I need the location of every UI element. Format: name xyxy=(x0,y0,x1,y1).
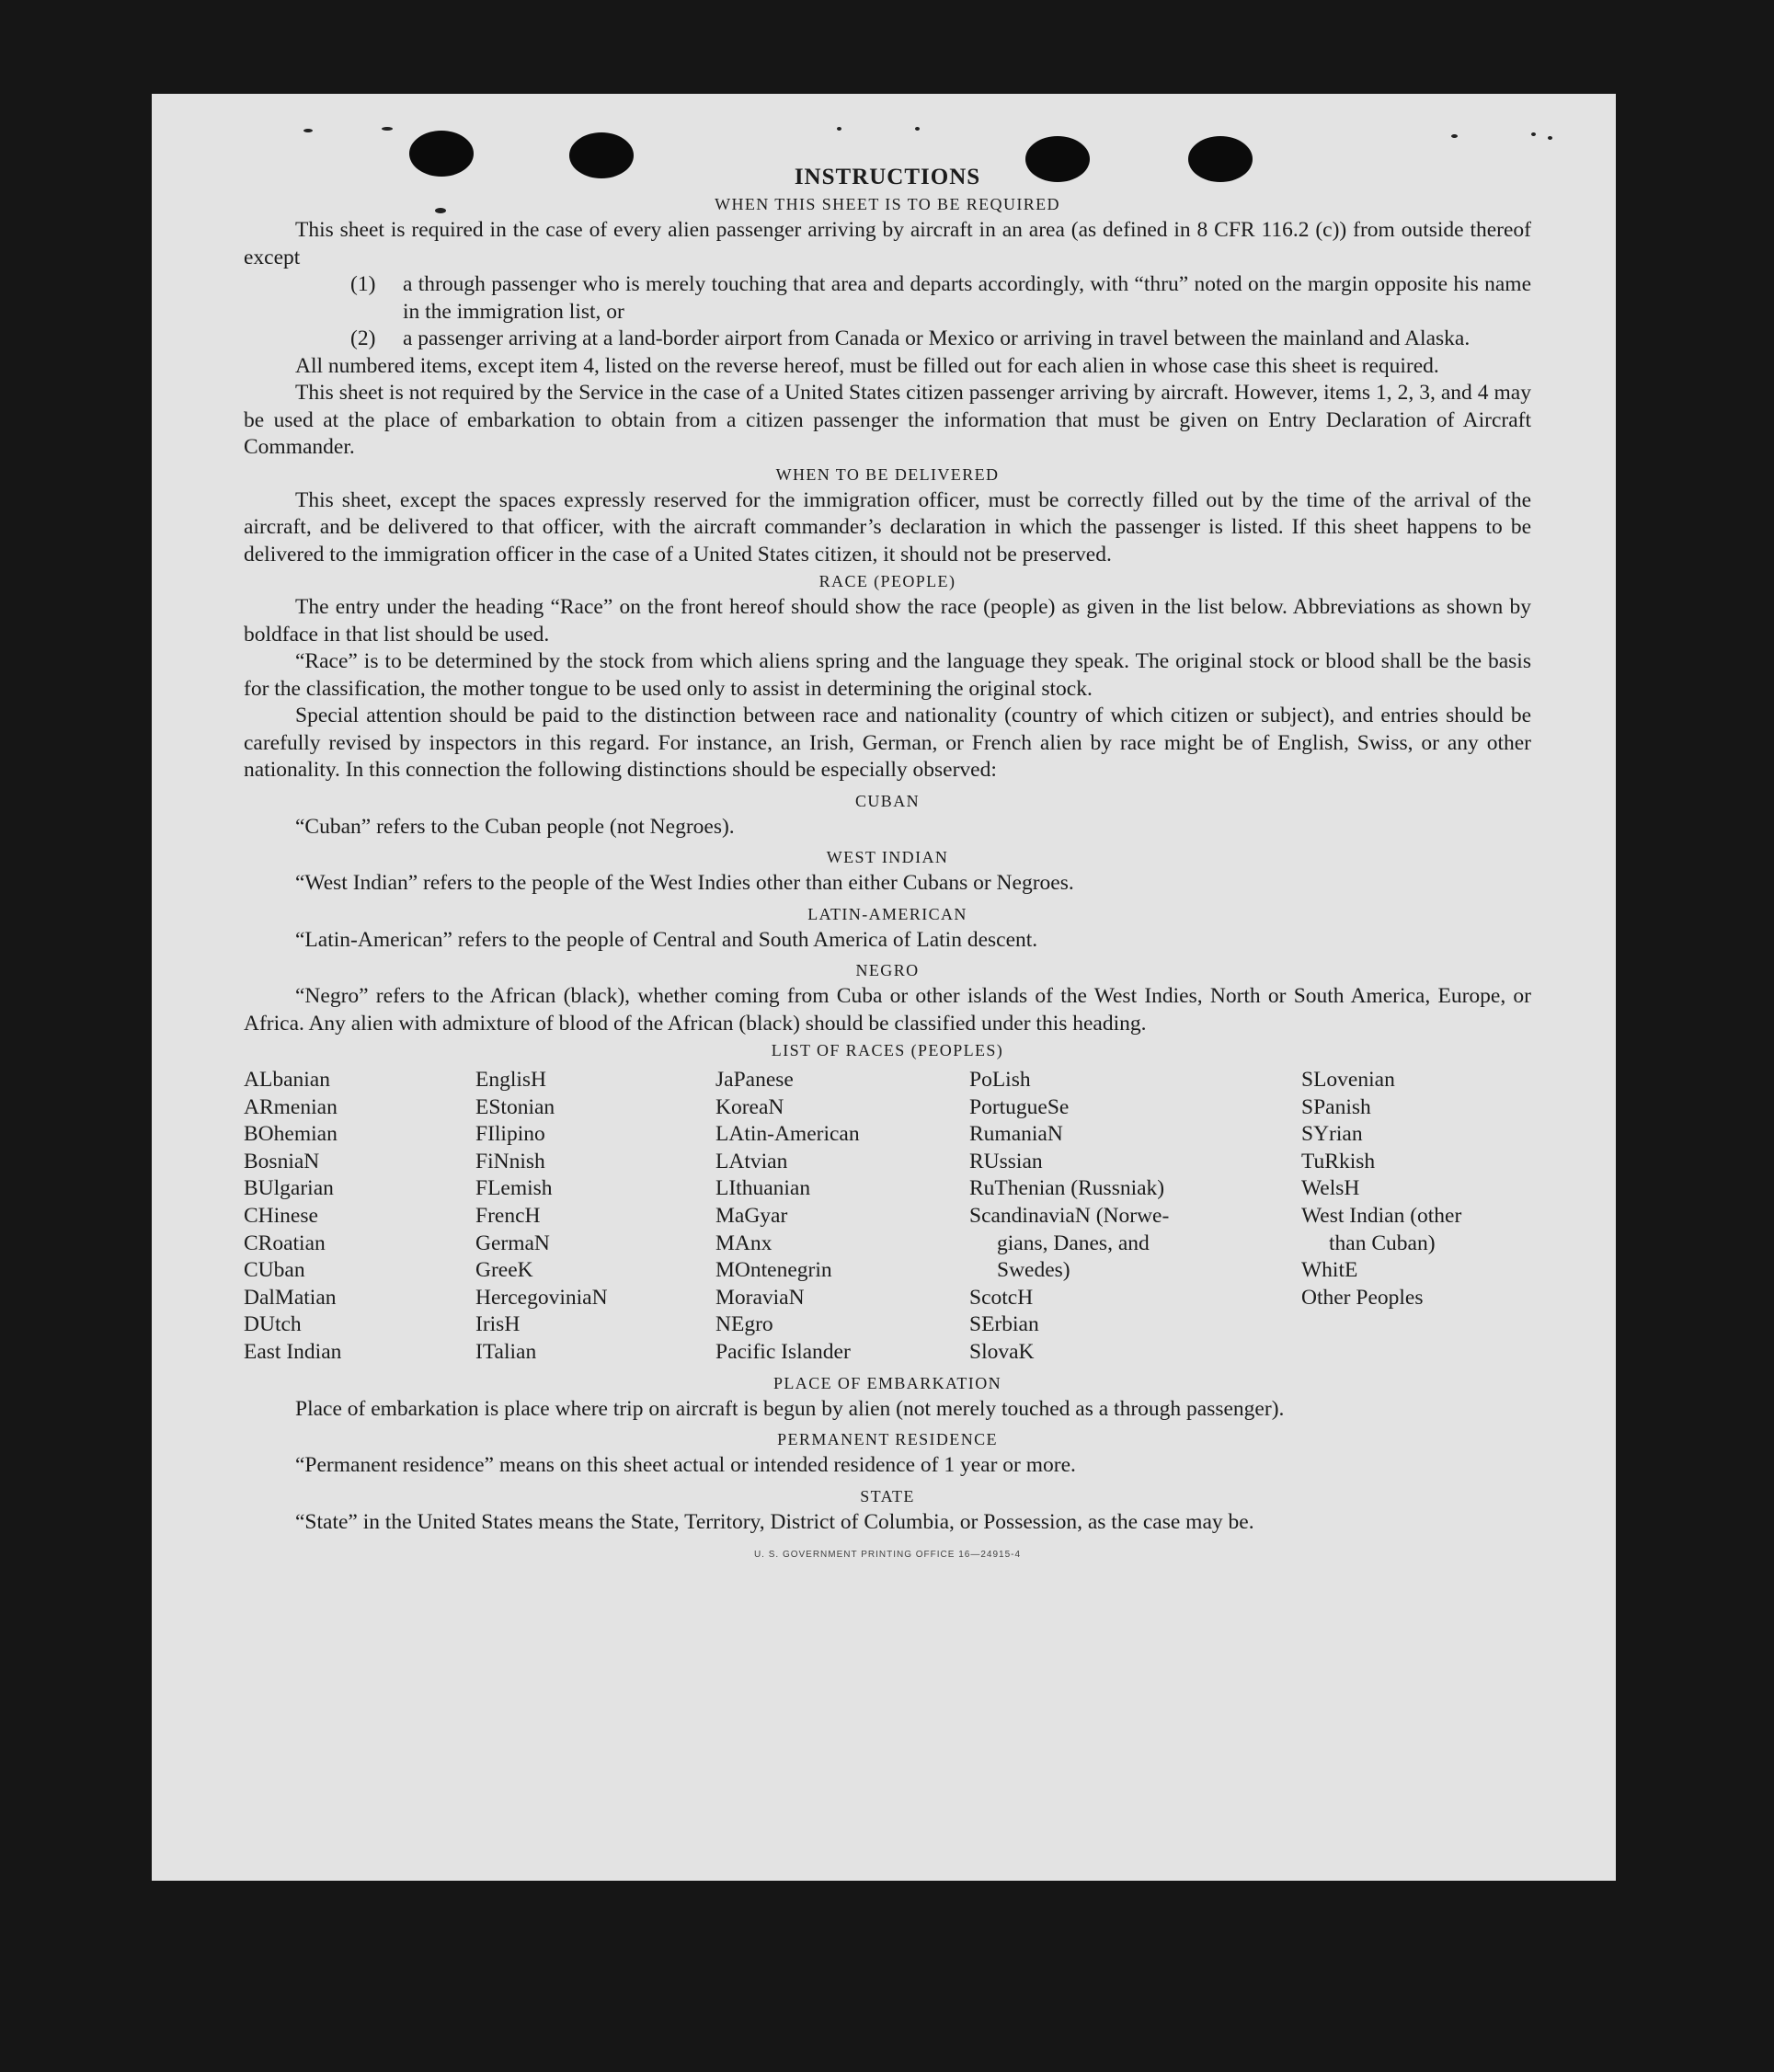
section-heading: STATE xyxy=(860,1486,915,1505)
paragraph: This sheet, except the spaces expressly reserved for the immigration officer, must be correctly filled out by the time of the arrival of the aircraft, and be delivered to that officer, with the aircraft commander’s declaration in which the passenger is listed. If this sheet happens to be delivered to the immigration officer in the case of a United States citizen, it should not be preserved. xyxy=(244,487,1531,567)
race-entry: gians, Danes, and xyxy=(997,1231,1150,1255)
section-heading: WEST INDIAN xyxy=(826,848,949,866)
paragraph: This sheet is required in the case of every alien passenger arriving by aircraft in an area (as defined in 8 CFR 116.2 (c)) from outside thereof except xyxy=(244,218,1531,269)
race-entry: LIthuanian xyxy=(715,1176,811,1201)
paragraph: “State” in the United States means the State, Territory, District of Columbia, or Possession, as the case may be. xyxy=(295,1509,1254,1534)
section-heading: LATIN-AMERICAN xyxy=(807,904,967,923)
race-entry: MaGyar xyxy=(715,1203,788,1228)
instructions-content xyxy=(244,164,1531,1569)
race-entry: EStonian xyxy=(475,1094,555,1119)
printer-imprint: U. S. GOVERNMENT PRINTING OFFICE 16—24915-4 xyxy=(753,1550,1022,1561)
race-entry: KoreaN xyxy=(715,1094,784,1119)
race-entry: CRoatian xyxy=(244,1231,326,1255)
race-entry: BOhemian xyxy=(244,1122,338,1147)
item-text: a passenger arriving at a land-border airport from Canada or Mexico or arriving in travel between the mainland and Alaska. xyxy=(403,326,1471,350)
races-column xyxy=(969,1067,1301,1367)
race-entry: LAtvian xyxy=(715,1149,788,1173)
section-heading: WHEN TO BE DELIVERED xyxy=(775,464,1000,484)
section-heading: NEGRO xyxy=(855,961,920,979)
speck xyxy=(915,127,920,131)
race-entry: ALbanian xyxy=(244,1068,330,1092)
paragraph: “West Indian” refers to the people of the West Indies other than either Cubans or Negroes. xyxy=(295,871,1074,895)
race-entry: SPanish xyxy=(1301,1094,1371,1119)
race-entry: HercegoviniaN xyxy=(475,1285,608,1310)
race-entry: GreeK xyxy=(475,1258,533,1283)
section-heading: RACE (PEOPLE) xyxy=(818,572,956,590)
paragraph: “Permanent residence” means on this sheet actual or intended residence of 1 year or more. xyxy=(295,1453,1076,1478)
paragraph: The entry under the heading “Race” on the front hereof should show the race (people) as given in the list below. Abbreviations as shown by boldface in that list should be used. xyxy=(244,595,1531,647)
race-entry: than Cuban) xyxy=(1329,1231,1436,1255)
section-heading: CUBAN xyxy=(854,791,920,810)
list-item xyxy=(244,271,1531,326)
race-entry: LAtin-American xyxy=(715,1122,860,1147)
paragraph: “Latin-American” refers to the people of Central and South America of Latin descent. xyxy=(295,927,1038,952)
paragraph: Special attention should be paid to the distinction between race and nationality (country of which citizen or subject), and entries should be carefully revised by inspectors in this regard. For instance, an Irish, German, or French alien by race might be of English, Swiss, or any other nationality. In this connection the following distinctions should be especially observed: xyxy=(244,704,1531,782)
speck xyxy=(382,127,393,131)
race-entry: FIlipino xyxy=(475,1122,545,1147)
document-sheet xyxy=(152,94,1616,1881)
races-column xyxy=(715,1067,969,1367)
races-list xyxy=(244,1067,1531,1367)
speck xyxy=(1531,132,1536,136)
race-entry: ScotcH xyxy=(969,1285,1034,1310)
race-entry: ScandinaviaN (Norwe- xyxy=(969,1203,1170,1228)
section-heading: WHEN THIS SHEET IS TO BE REQUIRED xyxy=(715,195,1060,213)
item-text: a through passenger who is merely touching that area and departs accordingly, with “thru” noted on the margin opposite his name in the immigration list, or xyxy=(403,272,1531,324)
paragraph: “Negro” refers to the African (black), whether coming from Cuba or other islands of the West Indies, North or South America, Europe, or Africa. Any alien with admixture of blood of the African (black) should be classified under this heading. xyxy=(244,984,1531,1036)
race-entry: Other Peoples xyxy=(1301,1285,1424,1310)
race-entry: West Indian (other xyxy=(1301,1203,1462,1228)
race-entry: Pacific Islander xyxy=(715,1339,851,1364)
race-entry: PortugueSe xyxy=(969,1094,1070,1119)
race-entry: CHinese xyxy=(244,1203,318,1228)
page-title: INSTRUCTIONS xyxy=(794,165,981,189)
race-entry: SYrian xyxy=(1301,1122,1363,1147)
paragraph: “Race” is to be determined by the stock from which aliens spring and the language they speak. The original stock or blood shall be the basis for the classification, the mother tongue to be used only to assist in determining the original stock. xyxy=(244,649,1531,701)
list-item xyxy=(244,326,1531,353)
section-heading: LIST OF RACES (PEOPLES) xyxy=(771,1041,1004,1059)
race-entry: RUssian xyxy=(969,1149,1043,1173)
race-entry: DalMatian xyxy=(244,1285,337,1310)
race-entry: Swedes) xyxy=(997,1258,1070,1283)
races-column xyxy=(244,1067,475,1367)
race-entry: WelsH xyxy=(1301,1176,1360,1201)
race-entry: CUban xyxy=(244,1258,305,1283)
race-entry: ITalian xyxy=(475,1339,537,1364)
race-entry: FLemish xyxy=(475,1176,553,1201)
item-number: (1) xyxy=(350,272,376,296)
races-column xyxy=(475,1067,715,1367)
race-entry: WhitE xyxy=(1301,1258,1358,1283)
paragraph: Place of embarkation is place where trip on aircraft is begun by alien (not merely touched as a through passenger). xyxy=(295,1396,1285,1421)
race-entry: SErbian xyxy=(969,1312,1039,1337)
item-number: (2) xyxy=(350,326,376,350)
race-entry: FrencH xyxy=(475,1203,541,1228)
paragraph: All numbered items, except item 4, listed on the reverse hereof, must be filled out for each alien in whose case this sheet is required. xyxy=(295,353,1439,378)
race-entry: GermaN xyxy=(475,1231,550,1255)
race-entry: ARmenian xyxy=(244,1094,338,1119)
race-entry: TuRkish xyxy=(1301,1149,1376,1173)
paragraph: “Cuban” refers to the Cuban people (not Negroes). xyxy=(295,814,735,839)
race-entry: JaPanese xyxy=(715,1068,794,1092)
race-entry: PoLish xyxy=(969,1068,1031,1092)
paragraph: This sheet is not required by the Service in the case of a United States citizen passenger arriving by aircraft. However, items 1, 2, 3, and 4 may be used at the place of embarkation to obtain from a citizen passenger the information that must be given on Entry Declaration of Aircraft Commander. xyxy=(244,381,1531,459)
race-entry: NEgro xyxy=(715,1312,773,1337)
race-entry: BUlgarian xyxy=(244,1176,334,1201)
race-entry: FiNnish xyxy=(475,1149,545,1173)
race-entry: EnglisH xyxy=(475,1068,547,1092)
race-entry: SLovenian xyxy=(1301,1068,1395,1092)
race-entry: MOntenegrin xyxy=(715,1258,832,1283)
race-entry: MoraviaN xyxy=(715,1285,805,1310)
races-column xyxy=(1301,1067,1531,1367)
race-entry: SlovaK xyxy=(969,1339,1035,1364)
race-entry: MAnx xyxy=(715,1231,773,1255)
race-entry: BosniaN xyxy=(244,1149,320,1173)
race-entry: DUtch xyxy=(244,1312,302,1337)
race-entry: IrisH xyxy=(475,1312,521,1337)
race-entry: RuThenian (Russniak) xyxy=(969,1176,1165,1201)
speck xyxy=(837,127,841,131)
section-heading: PLACE OF EMBARKATION xyxy=(773,1373,1002,1392)
race-entry: East Indian xyxy=(244,1339,342,1364)
speck xyxy=(1451,134,1458,138)
section-heading: PERMANENT RESIDENCE xyxy=(777,1430,998,1449)
race-entry: RumaniaN xyxy=(969,1122,1063,1147)
speck xyxy=(1548,136,1552,140)
speck xyxy=(303,129,313,132)
